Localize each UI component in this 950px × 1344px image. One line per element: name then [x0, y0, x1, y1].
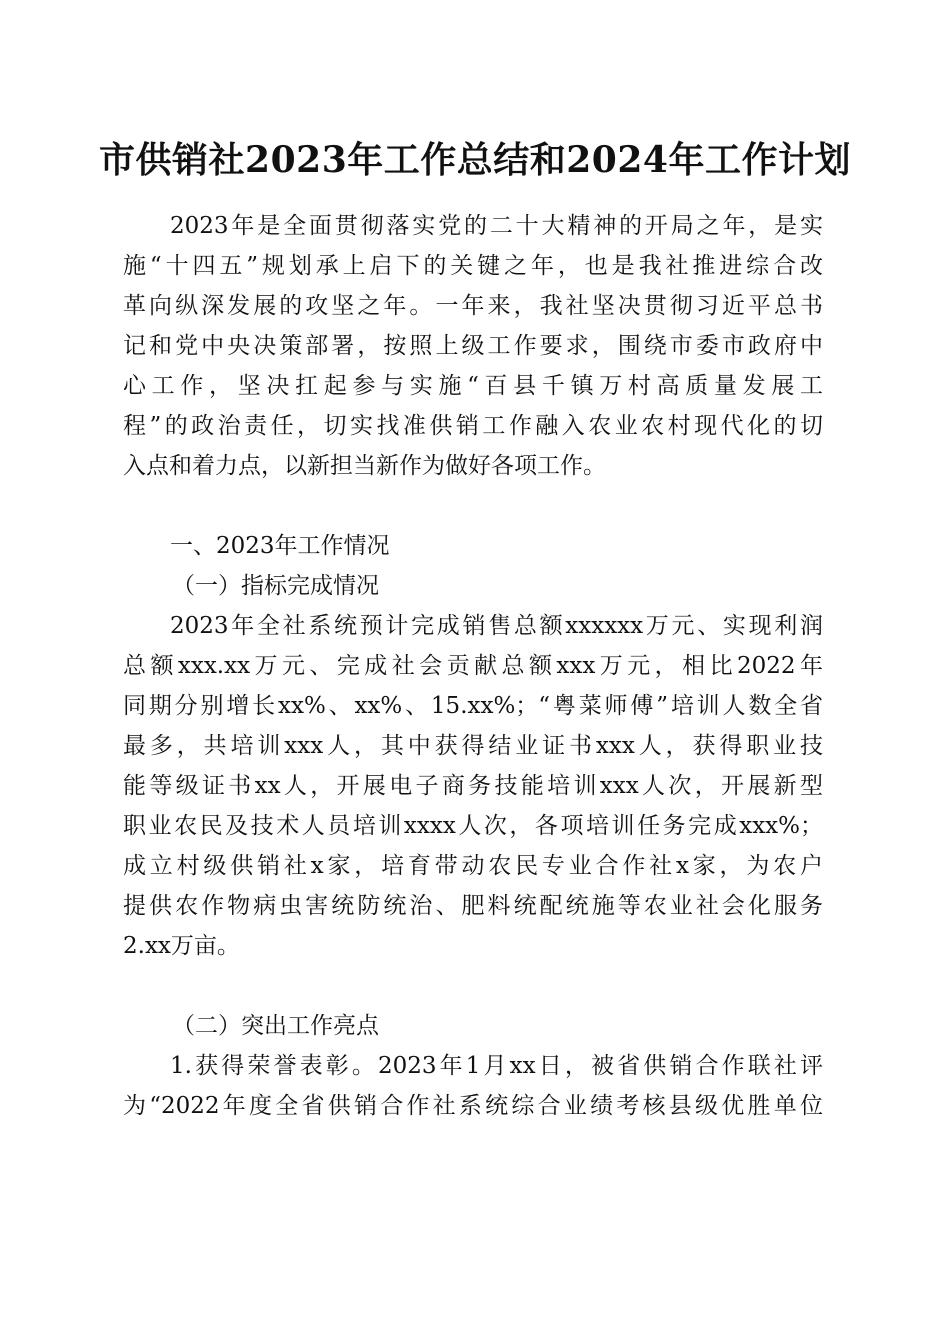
paragraph-line: 职业农民及技术人员培训xxxx人次，各项培训任务完成xxx%；	[123, 813, 823, 839]
paragraph-line: 能等级证书xx人，开展电子商务技能培训xxx人次，开展新型	[123, 773, 823, 799]
paragraph-line: 1.获得荣誉表彰。2023年1月xx日，被省供销合作联社评	[170, 1053, 823, 1079]
paragraph-line: 为“2022年度全省供销合作社系统综合业绩考核县级优胜单位	[123, 1093, 823, 1119]
paragraph-line: 施“十四五”规划承上启下的关键之年，也是我社推进综合改	[123, 253, 823, 279]
subsection-heading: （一）指标完成情况	[172, 573, 379, 599]
paragraph-line: 2.xx万亩。	[123, 933, 240, 959]
paragraph-line: 成立村级供销社x家，培育带动农民专业合作社x家，为农户	[123, 853, 823, 879]
paragraph-line: 2023年全社系统预计完成销售总额xxxxxx万元、实现利润	[170, 613, 823, 639]
paragraph-line: 记和党中央决策部署，按照上级工作要求，围绕市委市政府中	[123, 333, 823, 359]
paragraph-line: 程”的政治责任，切实找准供销工作融入农业农村现代化的切	[123, 413, 823, 439]
subsection-heading: （二）突出工作亮点	[172, 1013, 379, 1039]
document-title: 市供销社2023年工作总结和2024年工作计划	[99, 139, 851, 181]
paragraph-line: 入点和着力点，以新担当新作为做好各项工作。	[123, 453, 606, 479]
paragraph-line: 总额xxx.xx万元、完成社会贡献总额xxx万元，相比2022年	[123, 653, 823, 679]
paragraph-line: 革向纵深发展的攻坚之年。一年来，我社坚决贯彻习近平总书	[123, 293, 823, 319]
paragraph-line: 心工作，坚决扛起参与实施“百县千镇万村高质量发展工	[123, 373, 823, 399]
section-heading: 一、2023年工作情况	[170, 533, 390, 559]
paragraph-line: 同期分别增长xx%、xx%、15.xx%；“粤菜师傅”培训人数全省	[123, 693, 823, 719]
paragraph-line: 提供农作物病虫害统防统治、肥料统配统施等农业社会化服务	[123, 893, 823, 919]
paragraph-line: 最多，共培训xxx人，其中获得结业证书xxx人，获得职业技	[123, 733, 823, 759]
paragraph-line: 2023年是全面贯彻落实党的二十大精神的开局之年，是实	[170, 213, 823, 239]
